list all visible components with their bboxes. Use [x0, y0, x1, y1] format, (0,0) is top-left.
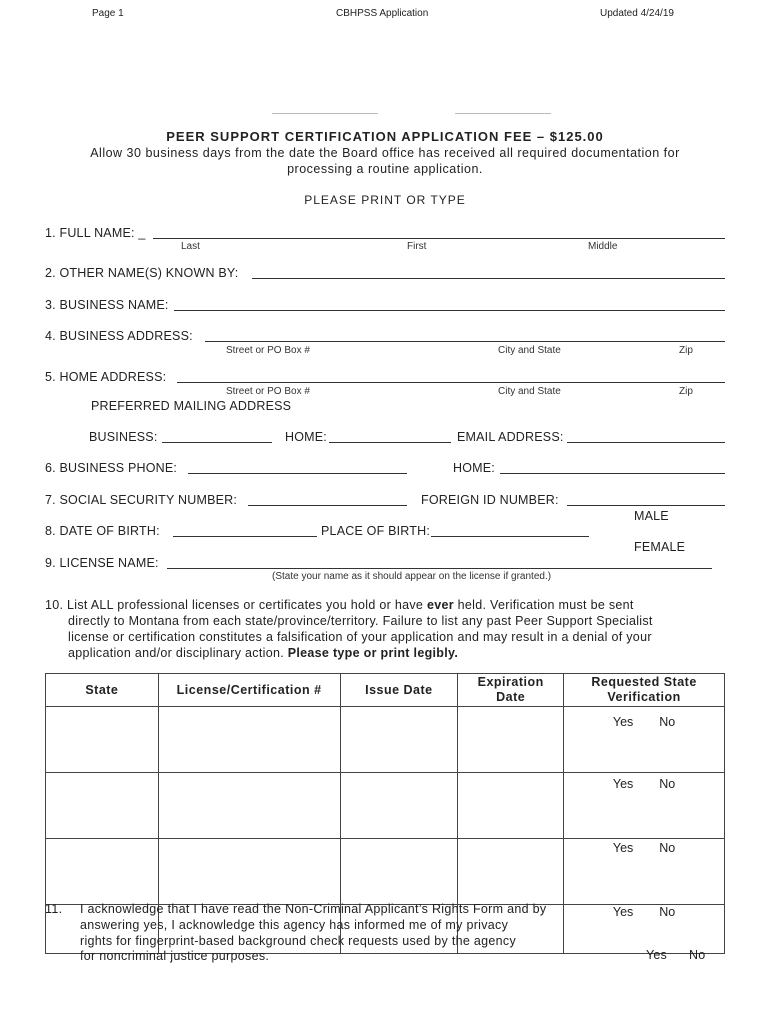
- full-name-sub-middle: Middle: [588, 241, 618, 252]
- col-requested-verification: Requested State Verification: [564, 674, 725, 707]
- q11-yes-option[interactable]: Yes: [646, 948, 667, 962]
- dob-field[interactable]: [173, 536, 317, 537]
- q11-no-option[interactable]: No: [689, 948, 706, 962]
- business-address-sub-street: Street or PO Box #: [226, 345, 310, 356]
- business-phone-field[interactable]: [188, 473, 407, 474]
- home-address-sub-zip: Zip: [679, 386, 693, 397]
- no-option[interactable]: No: [659, 841, 676, 855]
- cell-state[interactable]: [46, 707, 159, 773]
- foreign-id-label: FOREIGN ID NUMBER:: [421, 493, 559, 507]
- cell-issue-date[interactable]: [340, 707, 458, 773]
- cell-verification: [564, 839, 725, 905]
- ssn-label: 7. SOCIAL SECURITY NUMBER:: [45, 493, 238, 507]
- q10-line-2: directly to Montana from each state/province/territory. Failure to list any past Peer Support Specialist: [68, 614, 653, 628]
- table-row: [46, 707, 725, 773]
- q11-number: 11.: [45, 902, 63, 916]
- document-title: CBHPSS Application: [336, 8, 429, 19]
- q11-line-2: answering yes, I acknowledge this agency has informed me of my privacy: [80, 918, 509, 932]
- home-address-label: 5. HOME ADDRESS:: [45, 370, 167, 384]
- business-address-field[interactable]: [205, 341, 725, 342]
- preferred-email-label: EMAIL ADDRESS:: [457, 430, 564, 444]
- place-of-birth-label: PLACE OF BIRTH:: [321, 524, 431, 538]
- page-number: Page 1: [92, 8, 124, 19]
- cell-license-number[interactable]: [158, 839, 340, 905]
- yes-option[interactable]: Yes: [612, 905, 634, 919]
- col-expiration-date: Expiration Date: [458, 674, 564, 707]
- preferred-business-label: BUSINESS:: [89, 430, 158, 444]
- license-name-hint: (State your name as it should appear on the license if granted.): [272, 571, 552, 582]
- office-use-line-2: [455, 113, 551, 114]
- cell-verification: [564, 773, 725, 839]
- cell-license-number[interactable]: [158, 773, 340, 839]
- business-name-label: 3. BUSINESS NAME:: [45, 298, 169, 312]
- cell-expiration-date[interactable]: [458, 773, 564, 839]
- cell-state[interactable]: [46, 839, 159, 905]
- print-instruction: PLEASE PRINT OR TYPE: [304, 193, 466, 207]
- q11-line-4: for noncriminal justice purposes.: [80, 949, 270, 963]
- dob-label: 8. DATE OF BIRTH:: [45, 524, 160, 538]
- no-option[interactable]: No: [659, 777, 676, 791]
- gender-female-option[interactable]: FEMALE: [634, 540, 686, 554]
- col-license-number: License/Certification #: [158, 674, 340, 707]
- home-phone-field[interactable]: [500, 473, 725, 474]
- cell-expiration-date[interactable]: [458, 707, 564, 773]
- home-address-sub-city: City and State: [498, 386, 561, 397]
- q10-line-4: application and/or disciplinary action. Please type or print legibly.: [68, 646, 459, 660]
- preferred-mailing-label: PREFERRED MAILING ADDRESS: [91, 399, 292, 413]
- preferred-business-field[interactable]: [162, 442, 272, 443]
- license-name-field[interactable]: [167, 568, 712, 569]
- yes-option[interactable]: Yes: [612, 777, 634, 791]
- form-subtitle-1: Allow 30 business days from the date the Board office has received all required documentation for: [90, 146, 680, 160]
- table-row: [46, 773, 725, 839]
- office-use-line-1: [272, 113, 378, 114]
- no-option[interactable]: No: [659, 905, 676, 919]
- cell-verification: [564, 905, 725, 954]
- q10-line-1: 10. List ALL professional licenses or certificates you hold or have ever held. Verification must be sent: [45, 598, 634, 612]
- business-address-sub-zip: Zip: [679, 345, 693, 356]
- other-names-field[interactable]: [252, 278, 725, 279]
- cell-state[interactable]: [46, 773, 159, 839]
- full-name-sub-last: Last: [181, 241, 200, 252]
- preferred-email-field[interactable]: [567, 442, 725, 443]
- no-option[interactable]: No: [659, 715, 676, 729]
- place-of-birth-field[interactable]: [431, 536, 589, 537]
- preferred-home-label: HOME:: [285, 430, 327, 444]
- ssn-field[interactable]: [248, 505, 407, 506]
- cell-verification: [564, 707, 725, 773]
- q11-line-1: I acknowledge that I have read the Non-Criminal Applicant’s Rights Form and by: [80, 902, 547, 916]
- cell-issue-date[interactable]: [340, 839, 458, 905]
- col-state: State: [46, 674, 159, 707]
- q10-line-3: license or certification constitutes a falsification of your application and may result in a denial of your: [68, 630, 652, 644]
- cell-expiration-date[interactable]: [458, 839, 564, 905]
- cell-license-number[interactable]: [158, 707, 340, 773]
- full-name-field[interactable]: [153, 238, 725, 239]
- business-address-label: 4. BUSINESS ADDRESS:: [45, 329, 193, 343]
- foreign-id-field[interactable]: [567, 505, 725, 506]
- gender-male-option[interactable]: MALE: [634, 509, 669, 523]
- updated-date: Updated 4/24/19: [600, 8, 674, 19]
- yes-option[interactable]: Yes: [612, 841, 634, 855]
- business-name-field[interactable]: [174, 310, 725, 311]
- form-title: PEER SUPPORT CERTIFICATION APPLICATION FEE – $125.00: [166, 129, 604, 144]
- col-issue-date: Issue Date: [340, 674, 458, 707]
- table-row: [46, 839, 725, 905]
- yes-option[interactable]: Yes: [612, 715, 634, 729]
- license-name-label: 9. LICENSE NAME:: [45, 556, 159, 570]
- form-subtitle-2: processing a routine application.: [287, 162, 483, 176]
- full-name-sub-first: First: [407, 241, 427, 252]
- other-names-label: 2. OTHER NAME(S) KNOWN BY:: [45, 266, 239, 280]
- preferred-home-field[interactable]: [329, 442, 451, 443]
- cell-issue-date[interactable]: [340, 773, 458, 839]
- full-name-label: 1. FULL NAME: _: [45, 226, 146, 240]
- home-phone-label: HOME:: [453, 461, 495, 475]
- business-address-sub-city: City and State: [498, 345, 561, 356]
- home-address-sub-street: Street or PO Box #: [226, 386, 310, 397]
- home-address-field[interactable]: [177, 382, 725, 383]
- q11-line-3: rights for fingerprint-based background check requests used by the agency: [80, 934, 517, 948]
- business-phone-label: 6. BUSINESS PHONE:: [45, 461, 178, 475]
